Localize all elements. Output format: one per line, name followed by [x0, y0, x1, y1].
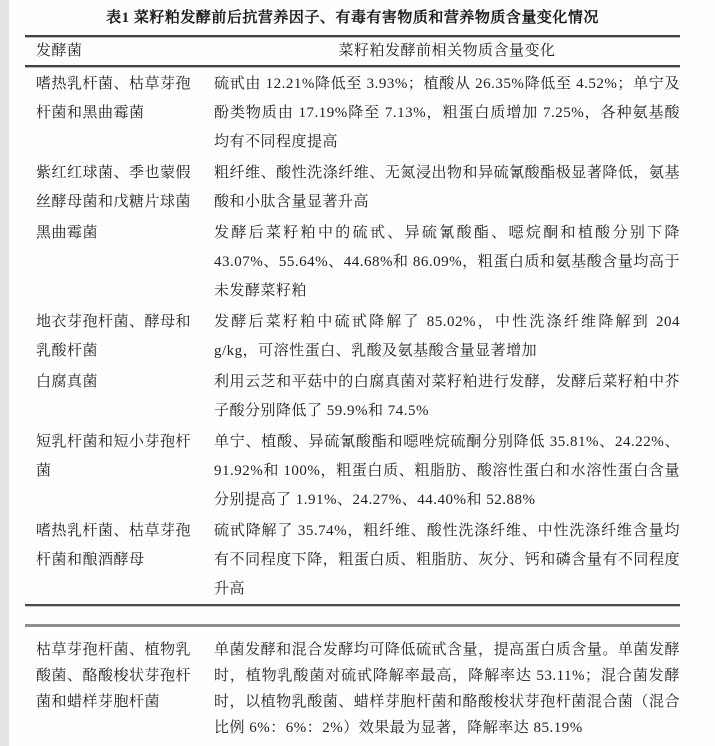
effect-cell: 粗纤维、酸性洗涤纤维、无氮浸出物和异硫氰酸酯极显著降低，氨基酸和小肽含量显著升高: [214, 165, 680, 210]
header-cell-substance-change: 菜籽粕发酵前相关物质含量变化: [338, 43, 556, 59]
scan-left-margin: [0, 0, 9, 746]
bacteria-cell: 紫红红球菌、季也蒙假丝酵母菌和戊糖片球菌: [36, 165, 192, 210]
table-content: [25, 0, 680, 741]
table-row: [25, 217, 680, 306]
effect-cell: 利用云芝和平菇中的白腐真菌对菜籽粕进行发酵，发酵后菜籽粕中芥子酸分别降低了 59.9%和 74.5%: [214, 374, 680, 419]
table-row: [25, 157, 680, 217]
bacteria-cell: 嗜热乳杆菌、枯草芽孢杆菌和黑曲霉菌: [36, 76, 192, 121]
table-row: [25, 68, 680, 157]
table-row: [25, 366, 680, 426]
table-row: [25, 426, 680, 515]
section-gap: [25, 607, 680, 624]
effect-cell: 发酵后菜籽粕中的硫甙、异硫氰酸酯、噁烷酮和植酸分别下降 43.07%、55.64%、44.68%和 86.09%，粗蛋白质和氨基酸含量均高于未发酵菜籽粕: [214, 225, 680, 299]
effect-cell: 发酵后菜籽粕中硫甙降解了 85.02%，中性洗涤纤维降解到 204 g/kg，可溶性蛋白、乳酸及氨基酸含量显著增加: [214, 314, 680, 359]
bacteria-cell: 短乳杆菌和短小芽孢杆菌: [36, 434, 192, 479]
effect-cell: 单菌发酵和混合发酵均可降低硫甙含量，提高蛋白质含量。单菌发酵时，植物乳酸菌对硫甙降解率最高，降解率达 53.11%；混合菌发酵时，以植物乳酸菌、蜡样芽胞杆菌和酪酸梭状芽孢杆菌混合菌（混合比例 6%：6%：2%）效果最为显著，降解率达 85.19%: [214, 642, 680, 736]
bacteria-cell: 地衣芽孢杆菌、酵母和乳酸杆菌: [36, 314, 192, 359]
header-cell-fermentation-bacteria: 发酵菌: [36, 43, 83, 59]
table-row: [25, 306, 680, 366]
table-header-row: [25, 38, 680, 65]
table-body: [25, 68, 680, 604]
effect-cell: 硫甙由 12.21%降低至 3.93%；植酸从 26.35%降低至 4.52%；单宁及酚类物质由 17.19%降至 7.13%，粗蛋白质增加 7.25%，各种氨基酸均有不同程度提高: [214, 76, 680, 150]
bacteria-cell: 嗜热乳杆菌、枯草芽孢杆菌和酿酒酵母: [36, 523, 192, 568]
appendix-row: [25, 627, 680, 741]
effect-cell: 单宁、植酸、异硫氰酸酯和噁唑烷硫酮分别降低 35.81%、24.22%、91.92%和 100%，粗蛋白质、粗脂肪、酸溶性蛋白和水溶性蛋白含量分别提高了 1.91%、24.27%、44.40%和 52.88%: [214, 434, 680, 508]
table-row: [25, 515, 680, 604]
table-title: 表1 菜籽粕发酵前后抗营养因子、有毒有害物质和营养物质含量变化情况: [106, 10, 599, 26]
bacteria-cell: 白腐真菌: [36, 374, 99, 390]
bacteria-cell: 枯草芽孢杆菌、植物乳酸菌、酪酸梭状芽孢杆菌和蜡样芽胞杆菌: [36, 642, 192, 710]
bacteria-cell: 黑曲霉菌: [36, 225, 99, 241]
effect-cell: 硫甙降解了 35.74%，粗纤维、酸性洗涤纤维、中性洗涤纤维含量均有不同程度下降，粗蛋白质、粗脂肪、灰分、钙和磷含量有不同程度升高: [214, 523, 680, 597]
